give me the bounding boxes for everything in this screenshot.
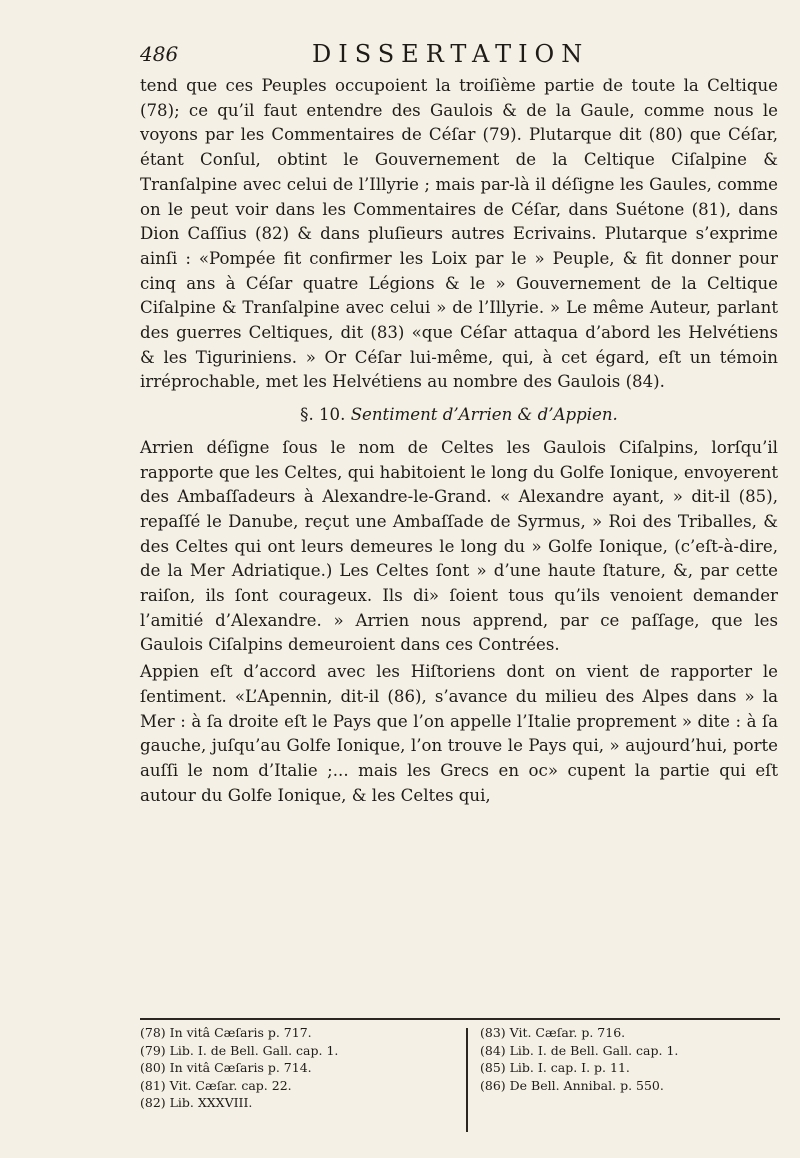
page-number: 486 [140,42,179,66]
page-header [140,42,780,72]
paragraph-3: Appien eſt d’accord avec les Hiſtoriens dont on vient de rapporter le ſentiment. «L’Apennin, dit-il (86), s’avance du milieu des Alpes dans » la Mer : à ſa droite eſt le Pays que l’on appelle l’Italie proprement » dite : à ſa gauche, juſqu’au Golfe Ionique, l’on trouve le Pays qui, » aujourd’hui, porte auſſi le nom d’Italie ;... mais les Grecs en oc» cupent la partie qui eſt autour du Golfe Ionique, & les Celtes qui, [140,662,778,805]
footnote: (78) In vitâ Cæſaris p. 717. [140,1025,312,1040]
footnote: (84) Lib. I. de Bell. Gall. cap. 1. [480,1042,679,1058]
footnotes-left-column [140,1024,440,1112]
footnote: (82) Lib. XXXVIII. [140,1095,253,1110]
footnotes-right-column [480,1024,780,1094]
footnote-rule [140,1018,780,1020]
paragraph-2: Arrien déſigne ſous le nom de Celtes les Gaulois Ciſalpins, lorſqu’il rapporte que les Celtes, qui habitoient le long du Golfe Ionique, envoyerent des Ambaſſadeurs à Alexandre-le-Grand. « Alexandre ayant, » dit-il (85), repaſſé le Danube, reçut une Ambaſſade de Syrmus, » Roi des Triballes, & des Celtes qui ont leurs demeures le long du » Golfe Ionique, (c’eſt-à-dire, de la Mer Adriatique.) Les Celtes ſont » d’une haute ſtature, &, par cette raiſon, ils ſont courageux. Ils di» ſoient tous qu’ils venoient demander l’amitié d’Alexandre. » Arrien nous apprend, par ce paſſage, que les Gaulois Ciſalpins demeuroient dans ces Contrées. [140,437,778,655]
footnote: (81) Vit. Cæſar. cap. 22. [140,1077,292,1093]
section-number: §. 10. [300,405,346,425]
paragraph-1: tend que ces Peuples occupoient la troiſième partie de toute la Celtique (78); ce qu’il faut entendre des Gaulois & de la Gaule, comme nous le voyons par les Commentaires de Céſar (79). Plutarque dit (80) que Céſar, étant Conſul, obtint le Gouvernement de la Celtique Ciſalpine & Tranſalpine avec celui de l’Illyrie ; mais par-là il déſigne les Gaules, comme on le peut voir dans les Commentaires de Céſar, dans Suétone (81), dans Dion Caſſius (82) & dans pluſieurs autres Ecrivains. Plutarque s’exprime ainſi : «Pompée fit confirmer les Loix par le » Peuple, & fit donner pour cinq ans à Céſar quatre Légions & le » Gouvernement de la Celtique Ciſalpine & Tranſalpine avec celui » de l’Illyrie. » Le même Auteur, parlant des guerres Celtiques, dit (83) «que Céſar attaqua d’abord les Helvétiens & les Tiguriniens. » Or Céſar lui-même, qui, à cet égard, eſt un témoin irréprochable, met les Helvétiens au nombre des Gaulois (84). [140,76,778,392]
footnote: (79) Lib. I. de Bell. Gall. cap. 1. [140,1042,339,1058]
footnote: (86) De Bell. Annibal. p. 550. [480,1077,664,1093]
running-title: DISSERTATION [312,40,590,68]
footnote: (83) Vit. Cæſar. p. 716. [480,1025,626,1040]
footnotes [140,1024,780,1134]
section-title: Sentiment d’Arrien & d’Appien. [350,405,618,425]
footnote: (85) Lib. I. cap. I. p. 11. [480,1060,630,1075]
footnote: (80) In vitâ Cæſaris p. 714. [140,1060,312,1075]
section-heading [140,403,778,428]
main-text [140,74,778,808]
footnote-column-divider [466,1028,468,1132]
